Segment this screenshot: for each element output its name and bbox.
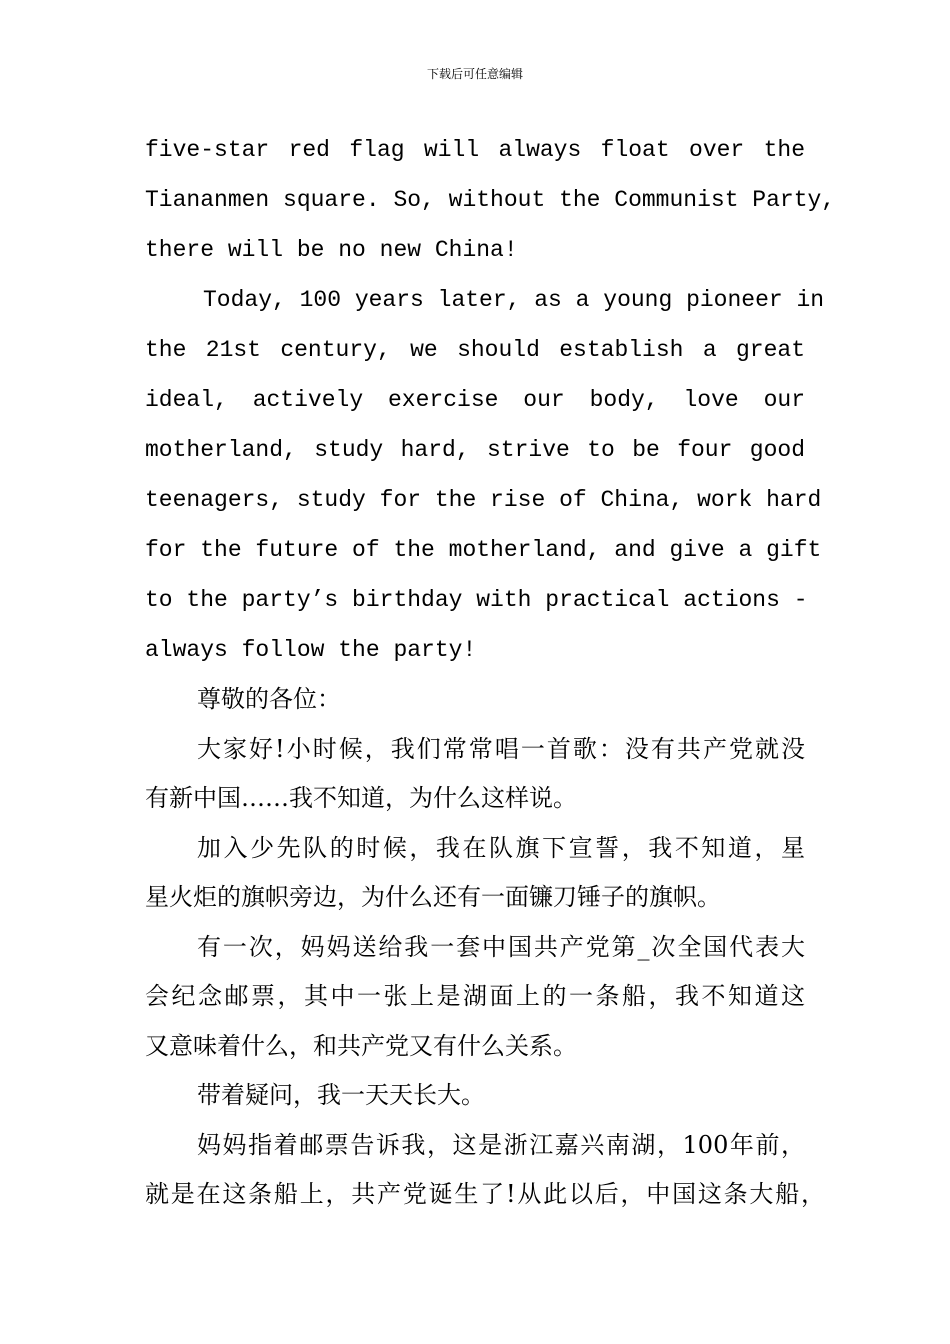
text-line: for the future of the motherland, and give a gift <box>145 537 822 563</box>
text-line: 尊敬的各位： <box>197 685 341 713</box>
text-line: always follow the party! <box>145 637 477 663</box>
text-line: 加入少先队的时候，我在队旗下宣誓，我不知道，星 <box>197 833 805 862</box>
text-line: the 21st century, we should establish a great <box>145 337 805 363</box>
text-line: 就是在这条船上，共产党诞生了!从此以后，中国这条大船， <box>145 1180 825 1208</box>
text-line: 有一次，妈妈送给我一套中国共产党第_次全国代表大 <box>197 932 805 961</box>
text-line: motherland, study hard, strive to be four good <box>145 437 805 463</box>
text-line: 大家好!小时候，我们常常唱一首歌：没有共产党就没 <box>197 734 805 763</box>
text-line: Today, 100 years later, as a young pioneer in <box>203 287 825 313</box>
text-line: 星火炬的旗帜旁边，为什么还有一面镰刀锤子的旗帜。 <box>145 883 721 911</box>
text-line: Tiananmen square. So, without the Communist Party, <box>145 187 836 213</box>
text-line: 有新中国……我不知道，为什么这样说。 <box>145 784 577 812</box>
text-line: 带着疑问，我一天天长大。 <box>197 1081 485 1109</box>
text-line: to the party’s birthday with practical actions - <box>145 587 808 613</box>
text-line: 又意味着什么，和共产党又有什么关系。 <box>145 1031 577 1060</box>
text-line: teenagers, study for the rise of China, work hard <box>145 487 822 513</box>
text-line: ideal, actively exercise our body, love our <box>145 387 805 413</box>
document-body <box>145 125 836 1220</box>
text-line: 妈妈指着邮票告诉我，这是浙江嘉兴南湖，100年前， <box>197 1130 805 1159</box>
text-line: 会纪念邮票，其中一张上是湖面上的一条船，我不知道这 <box>145 982 805 1010</box>
page-header: 下载后可任意编辑 <box>426 67 523 81</box>
text-line: five-star red flag will always float over the <box>145 137 805 163</box>
text-line: there will be no new China! <box>145 237 518 263</box>
